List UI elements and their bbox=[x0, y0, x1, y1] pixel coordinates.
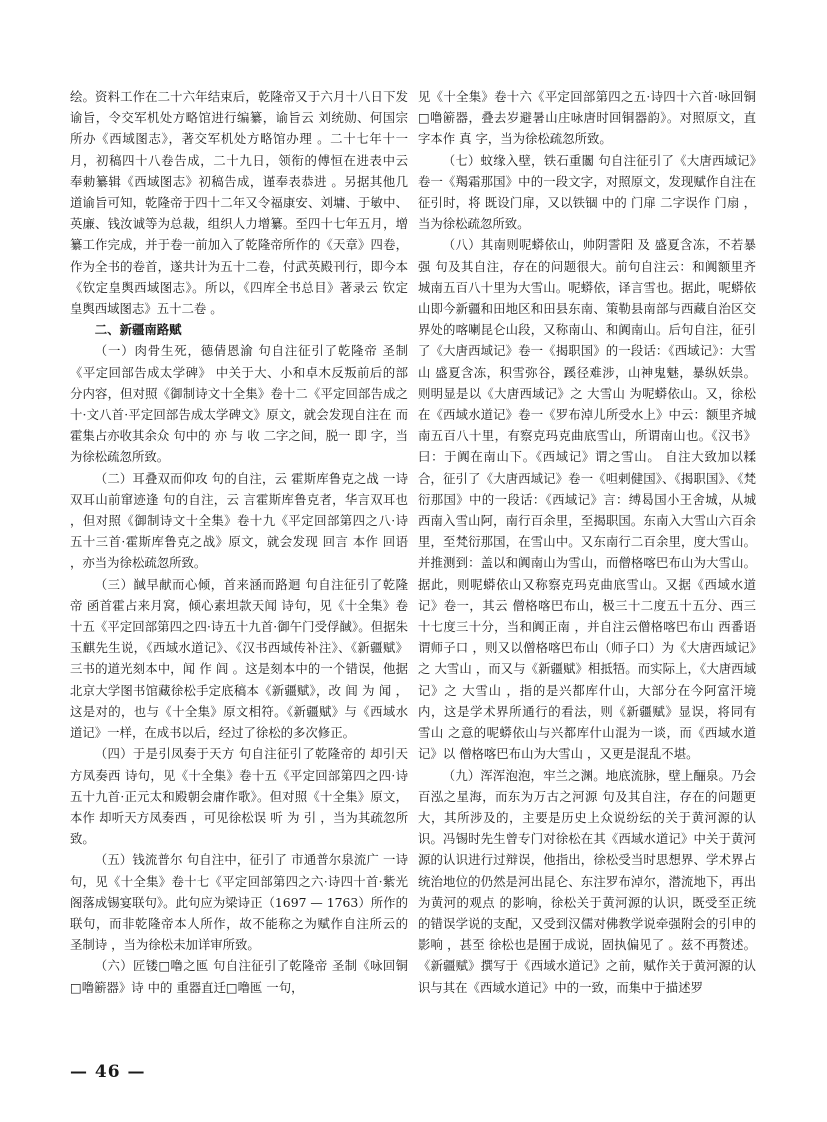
note-item-5: （五）钱流普尔 句自注中，征引了 市通普尔泉流广 一诗句，见《十全集》卷十七《平定回部第四之六·诗四十首·紫光阁落成锡宴联句》。此句应为梁诗正（1697 — 1763）所作的联句，而非乾隆帝本人所作，故不能称之为赋作自注所云的 圣制诗 ，当为徐松未加详审所致。 bbox=[70, 852, 408, 953]
note-item-8: （八）其南则呢蟒依山，帅阴霅阳 及 盛夏含冻，不若暴强 句及其自注，存在的问题很大。前句自注云：和阗额里齐城南五百八十里为大雪山。呢蟒依，译言雪也。据此，呢蟒依山即今新疆和田地区和田县东南、策勒县南部与西藏自治区交界处的喀喇昆仑山段，又称南山、和阗南山。后句自注，征引了《大唐西域记》卷一《揭职国》的一段话：《西域记》：大雪山 盛夏含冻，积雪弥谷，蹊径难涉，山神鬼魅，暴纵妖祟。 则明显是以《大唐西域记》之 大雪山 为呢蟒依山。又，徐松在《西域水道记》卷一《罗布淖儿所受水上》中云：额里齐城南五百八十里，有察克玛克曲底雪山，所谓南山也。《汉书》曰：于阗在南山下。《西域记》谓之雪山。 自注大致加以糅合，征引了《大唐西域记》卷一《呾剌健国》、《揭职国》、《梵衍那国》中的一段话：《西域记》言：缚曷国小王舍城，从城西南入雪山阿，南行百余里，至揭职国。东南入大雪山六百余里，至梵衍那国，在雪山中。又东南行二百余里，度大雪山。 并推测到：盖以和阗南山为雪山，而僧格喀巴布山为大雪山。 据此，则呢蟒依山又称察克玛克曲底雪山。又据《西域水道记》卷一，其云 僧格喀巴布山，极三十二度五十五分、西三十七度三十分，当和阗正南 ，并自注云僧格喀巴布山 西番语谓师子口 ，则又以僧格喀巴布山（师子口）为《大唐西域记》之 大雪山 ，而又与《新疆赋》相抵牾。而实际上，《大唐西域记》之 大雪山 ，指的是兴都库什山，大部分在今阿富汗境内，这是学术界所通行的看法，则《新疆赋》显误，将同有 雪山 之意的呢蟒依山与兴都库什山混为一谈，而《西域水道记》以 僧格喀巴布山为大雪山 ，又更是混乱不堪。 bbox=[418, 237, 756, 762]
note-item-6: （六）匠镂□噜之匜 句自注征引了乾隆帝 圣制《咏回铜□噜簖器》诗 中的 重器直迁□噜匜 一句， bbox=[70, 958, 408, 995]
intro-paragraph: 绘。资料工作在二十六年结束后，乾隆帝又于六月十八日下发谕旨，令交军机处方略馆进行编纂，谕旨云 刘统勋、何国宗所办《西域图志》，著交军机处方略馆办理 。二十七年十一月，初稿四十八卷告成，二十九日，领衔的傅恒在进表中云 奉勅纂辑《西域图志》初稿告成，谨奉表恭进 。另据其他几道谕旨可知，乾隆帝于四十二年又令福康安、刘墉、于敏中、英廉、钱汝诚等为总裁，组织人力增纂。至四十七年五月，增纂工作完成，并于卷一前加入了乾隆帝所作的《天章》四卷，作为全书的卷首，遂共计为五十二卷，付武英殿刊行，即今本《钦定皇舆西域图志》。所以，《四库全书总目》著录云 钦定皇舆西域图志》五十二卷 。 bbox=[70, 89, 408, 317]
note-item-1: （一）肉骨生死，德倩恩渝 句自注征引了乾隆帝 圣制《平定回部告成太学碑》 中关于大、小和卓木反叛前后的部分内容，但对照《御制诗文十全集》卷十二《平定回部告成之十·文八首·平定回部告成太学碑文》原文，就会发现自注在 而霍集占亦收其余众 句中的 亦 与 收 二字之间，脱一 即 字，当为徐松疏忽所致。 bbox=[70, 343, 408, 465]
right-column bbox=[418, 86, 756, 998]
note-item-9: （九）浑浑泡泡，牢兰之渊。地底流脉，壁上酾泉。乃会百泓之星海，而东为万古之河源 句及其自注，存在的问题更大，其所涉及的，主要是历史上众说纷纭的关于黄河源的认识。冯锡时先生曾专门对徐松在其《西域水道记》中关于黄河源的认识进行过辩误，他指出，徐松受当时思想界、学术界占统治地位的仍然是河出昆仑、东注罗布淖尔，潜流地下，再出为黄河的观点 的影响，徐松关于黄河源的认识，既受至正统的错误学说的支配，又受到汉儒对佛教学说牵强附会的引申的影响 ，甚至 徐松也是囿于成说，固执偏见了 。兹不再赘述。《新疆赋》撰写于《西域水道记》之前，赋作关于黄河源的认识与其在《西域水道记》中的一致，而集中于描述罗 bbox=[418, 767, 756, 995]
section-heading: 二、新疆南路赋 bbox=[94, 322, 182, 338]
note-item-7: （七）蚊缘入壁，铁石重闟 句自注征引了《大唐西域记》卷一《羯霜那国》中的一段文字，对照原文，发现赋作自注在征引时，将 既设门扉，又以铁锢 中的 门扉 二字误作 门扇 ，当为徐松疏忽所致。 bbox=[418, 152, 756, 232]
note-item-2: （二）耳叠双而仰攻 句的自注，云 霍斯库鲁克之战 一诗 双耳山前窜迹逢 句的自注，云 言霍斯库鲁克者，华言双耳也 ，但对照《御制诗文十全集》卷十九《平定回部第四之八·诗五十三首·霍斯库鲁克之战》原文，就会发现 回言 本作 回语 ，亦当为徐松疏忽所致。 bbox=[70, 470, 408, 571]
page-number: — 46 — bbox=[70, 1062, 146, 1082]
continued-paragraph: 见《十全集》卷十六《平定回部第四之五·诗四十六首·咏回铜□噜簖器，叠去岁避暑山庄咏唐时回铜器韵》。对照原文，直 字本作 真 字，当为徐松疏忽所致。 bbox=[418, 89, 756, 147]
left-column bbox=[70, 86, 408, 998]
note-item-3: （三）馘早献而心倾，首来涵而路迴 句自注征引了乾隆帝 函首霍占来月窝，倾心素坦款天闻 诗句，见《十全集》卷十五《平定回部第四之四·诗五十九首·御午门受俘馘》。但据朱玉麒先生说，《西域水道记》、《汉书西域传补注》、《新疆赋》三书的道光刻本中，闻 作 闾 。这是刻本中的一个错误，他据北京大学图书馆藏徐松手定底稿本《新疆赋》，改 闾 为 闻 ，这是对的，也与《十全集》原文相符。《新疆赋》与《西域水道记》一样，在成书以后，经过了徐松的多次修正。 bbox=[70, 576, 408, 741]
note-item-4: （四）于是引凤奏于天方 句自注征引了乾隆帝的 却引天方凤奏西 诗句，见《十全集》卷十五《平定回部第四之四·诗五十九首·正元太和殿朝会庸作歌》。但对照《十全集》原文，本作 却听天方凤奏西 ，可见徐松误 听 为 引 ，当为其疏忽所致。 bbox=[70, 746, 408, 847]
